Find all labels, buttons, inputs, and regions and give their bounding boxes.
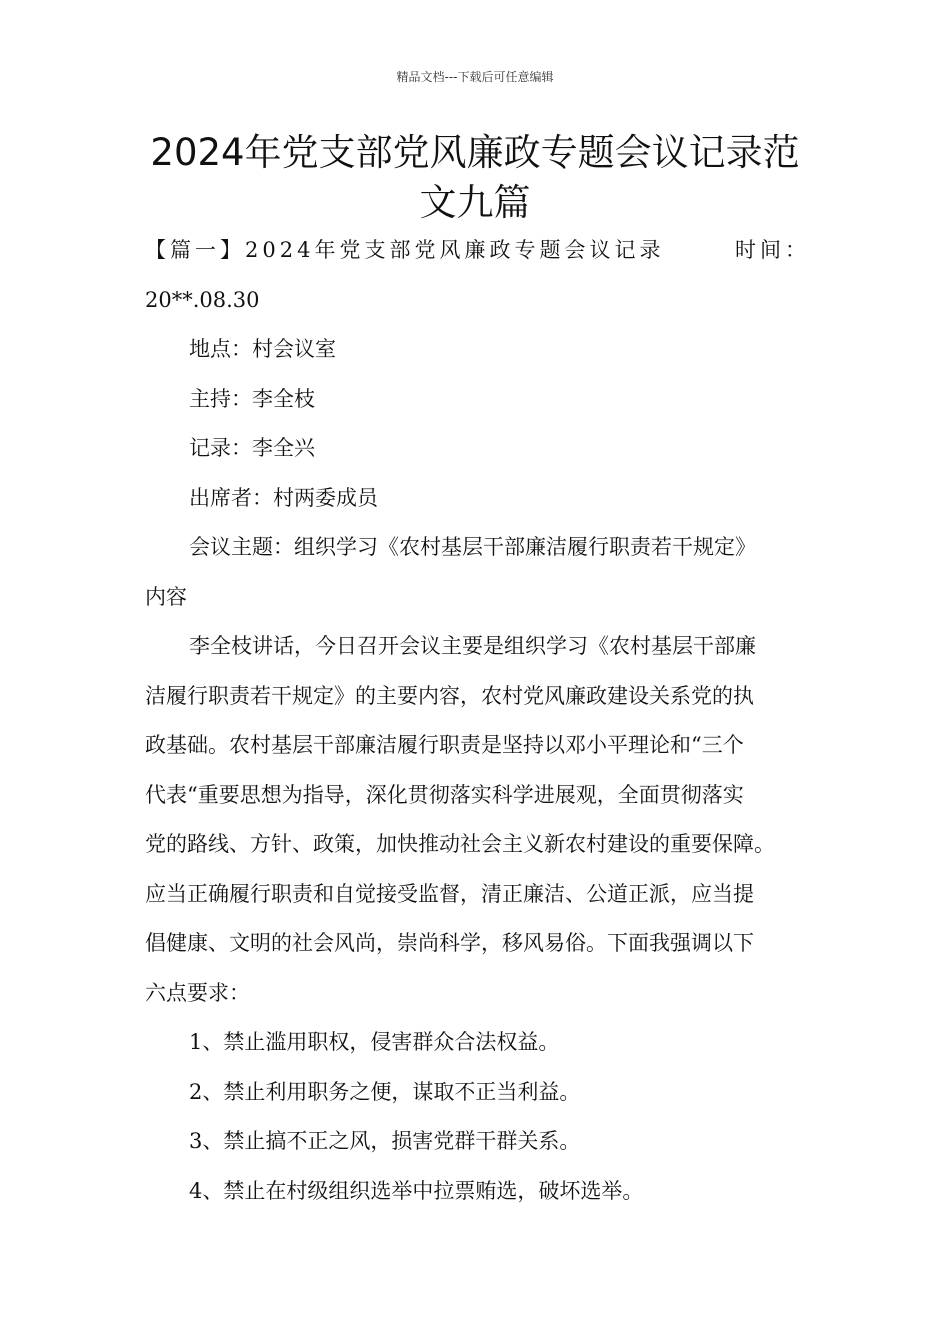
- time-label: 时间：: [735, 238, 810, 262]
- document-body: [145, 226, 810, 1216]
- document-title: [120, 128, 830, 228]
- speech-line: 应当正确履行职责和自觉接受监督，清正廉洁、公道正派，应当提: [145, 881, 754, 906]
- requirement-item: 3、禁止搞不正之风，损害党群干群关系。: [189, 1129, 581, 1153]
- meeting-topic-line-2: 内容: [145, 584, 187, 609]
- meeting-topic-line-1: 会议主题：组织学习《农村基层干部廉洁履行职责若干规定》: [189, 535, 756, 559]
- meeting-location: 地点：村会议室: [189, 337, 336, 361]
- time-value: 20**.08.30: [145, 287, 260, 312]
- speech-line: 六点要求：: [145, 980, 250, 1005]
- requirement-item: 1、禁止滥用职权，侵害群众合法权益。: [189, 1030, 560, 1054]
- meeting-recorder: 记录：李全兴: [189, 436, 315, 460]
- section-heading-row: [145, 226, 810, 276]
- speech-line: 党的路线、方针、政策，加快推动社会主义新农村建设的重要保障。: [145, 832, 775, 856]
- speech-line: 洁履行职责若干规定》的主要内容，农村党风廉政建设关系党的执: [145, 683, 754, 708]
- meeting-attendees: 出席者：村两委成员: [189, 485, 378, 510]
- speech-line: 李全枝讲话，今日召开会议主要是组织学习《农村基层干部廉: [189, 634, 756, 658]
- speech-line: 代表“重要思想为指导，深化贯彻落实科学进展观，全面贯彻落实: [145, 782, 744, 807]
- title-line-2: 文九篇: [419, 181, 531, 224]
- speech-line: 政基础。农村基层干部廉洁履行职责是坚持以邓小平理论和“三个: [145, 733, 744, 757]
- title-line-1: 2024年党支部党风廉政专题会议记录范: [150, 131, 800, 174]
- header-note: 精品文档---下载后可任意编辑: [396, 70, 554, 84]
- requirement-item: 2、禁止利用职务之便，谋取不正当利益。: [189, 1079, 581, 1104]
- speech-line: 倡健康、文明的社会风尚，崇尚科学，移风易俗。下面我强调以下: [145, 931, 754, 955]
- section-heading: 【篇一】2024年党支部党风廉政专题会议记录: [145, 238, 665, 262]
- meeting-host: 主持：李全枝: [189, 386, 315, 411]
- requirement-item: 4、禁止在村级组织选举中拉票贿选，破坏选举。: [189, 1178, 644, 1203]
